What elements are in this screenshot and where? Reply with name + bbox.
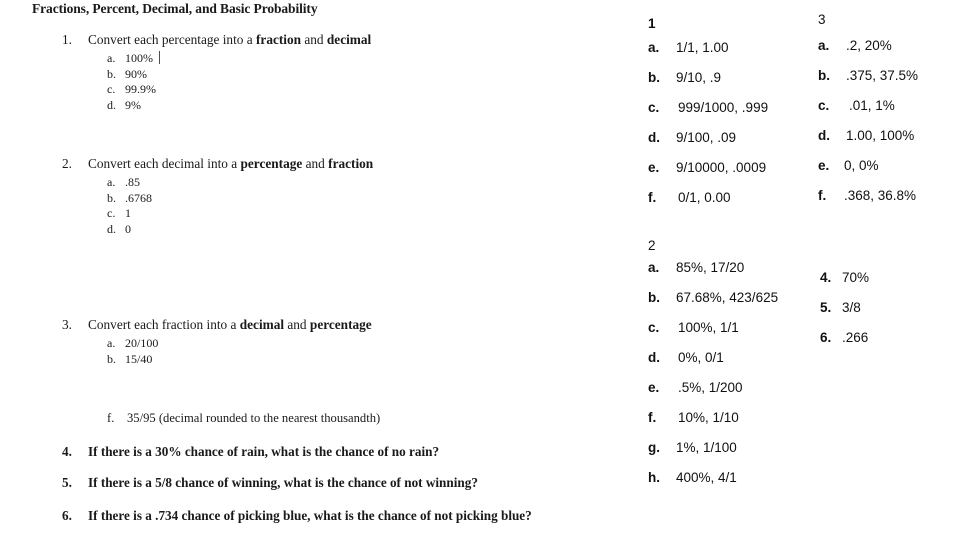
text-caret [159,51,160,64]
answer-value: 70% [842,270,870,285]
question-number-1: 1. [62,32,72,47]
sub-item-value: 35/95 (decimal rounded to the nearest thousandth) [127,411,381,425]
answer-value: 9/100, .09 [676,130,737,145]
answer-letter: c. [818,98,830,113]
answer-value: 0%, 0/1 [678,350,724,365]
answer-letter: b. [648,70,660,85]
word-problem-text: If there is a 5/8 chance of winning, what is the chance of not winning? [88,475,478,490]
sub-item-value: 99.9% [125,82,156,96]
question-text-1: Convert each percentage into a fraction and decimal [88,32,372,47]
word-problem-number: 5. [62,475,72,490]
answer-value: 0, 0% [844,158,879,173]
answer-letter: h. [648,470,660,485]
sub-item-value: 9% [125,97,141,112]
word-problem-text: If there is a 30% chance of rain, what is the chance of no rain? [88,444,440,459]
question-text-2: Convert each decimal into a percentage and fraction [88,156,374,171]
answer-value: 1/1, 1.00 [676,40,729,55]
question-prompt-2 [0,156,620,175]
sub-item-letter: c. [107,206,116,220]
answer-number: 4. [820,270,832,285]
answer-group-heading: 1 [648,16,656,31]
answer-value: .2, 20% [846,38,892,53]
answer-group-heading: 3 [818,12,826,27]
answer-key [620,0,960,540]
question-text-3: Convert each fraction into a decimal and percentage [88,317,372,332]
answer-value: 9/10000, .0009 [676,160,767,175]
sub-item-value: 0 [125,221,131,236]
answer-letter: e. [818,158,830,173]
answer-letter: c. [648,320,660,335]
answer-letter: f. [818,188,827,203]
answer-letter: f. [648,410,657,425]
word-problem-text: If there is a .734 chance of picking blue, what is the chance of not picking blue? [88,508,532,523]
sub-item-value: 20/100 [125,336,159,350]
sub-item-value: 15/40 [125,351,153,366]
answer-value: 100%, 1/1 [678,320,739,335]
sub-item-value: .6768 [125,190,152,205]
question-number-2: 2. [62,156,72,171]
answer-letter: e. [648,160,660,175]
sub-item-2d [0,222,620,238]
question-block-1 [0,32,620,113]
sub-item-2c [0,206,620,222]
sub-item-letter: c. [107,82,116,96]
sub-item-letter: d. [107,221,116,236]
sub-item-3a [0,336,620,352]
answer-value: 67.68%, 423/625 [676,290,779,305]
sub-item-letter: b. [107,66,116,81]
sub-item-1a [0,51,620,67]
word-problem-number: 4. [62,444,72,459]
sub-item-1c [0,82,620,98]
sub-item-letter: d. [107,97,116,112]
sub-item-value: 90% [125,66,147,81]
sub-item-2b [0,191,620,207]
sub-item-3b [0,352,620,368]
question-prompt-1 [0,32,620,51]
sub-item-1b [0,67,620,83]
question-number-3: 3. [62,317,72,332]
answer-group-heading: 2 [648,238,656,253]
sub-item-value: 1 [125,206,131,220]
sub-item-letter: a. [107,336,116,350]
sub-item-letter: b. [107,351,116,366]
page-title: Fractions, Percent, Decimal, and Basic Probability [32,1,318,16]
answer-letter: a. [818,38,830,53]
answer-number: 6. [820,330,832,345]
sub-item-letter: f. [107,411,115,425]
word-problem-number: 6. [62,508,72,523]
answer-letter: c. [648,100,660,115]
question-prompt-3 [0,317,620,336]
answer-value: 1.00, 100% [846,128,915,143]
sub-item-value: .85 [125,175,140,189]
answer-value: 999/1000, .999 [678,100,769,115]
answer-value: 10%, 1/10 [678,410,739,425]
answer-value: 400%, 4/1 [676,470,737,485]
question-block-3 [0,317,620,367]
answer-letter: f. [648,190,657,205]
sub-item-2a [0,175,620,191]
question-block-2 [0,156,620,237]
sub-item-value [125,51,160,66]
answer-letter: g. [648,440,660,455]
answer-letter: e. [648,380,660,395]
sub-item-letter: b. [107,190,116,205]
answer-value: .01, 1% [849,98,895,113]
answer-value: .266 [842,330,869,345]
answer-value: 9/10, .9 [676,70,722,85]
answer-letter: a. [648,40,660,55]
answer-number: 5. [820,300,832,315]
answer-letter: d. [648,130,660,145]
answer-value: 0/1, 0.00 [678,190,731,205]
answer-value: .5%, 1/200 [678,380,743,395]
answer-value: 85%, 17/20 [676,260,745,275]
answer-letter: a. [648,260,660,275]
answer-letter: b. [818,68,830,83]
sub-item-letter: a. [107,175,116,189]
answer-value: 1%, 1/100 [676,440,737,455]
answer-value: 3/8 [842,300,861,315]
sub-item-text: 100% [125,51,153,65]
answer-letter: d. [818,128,830,143]
answer-value: .368, 36.8% [844,188,917,203]
answer-value: .375, 37.5% [846,68,919,83]
sub-item-1d [0,98,620,114]
answer-letter: b. [648,290,660,305]
answer-letter: d. [648,350,660,365]
sub-item-letter: a. [107,51,116,65]
